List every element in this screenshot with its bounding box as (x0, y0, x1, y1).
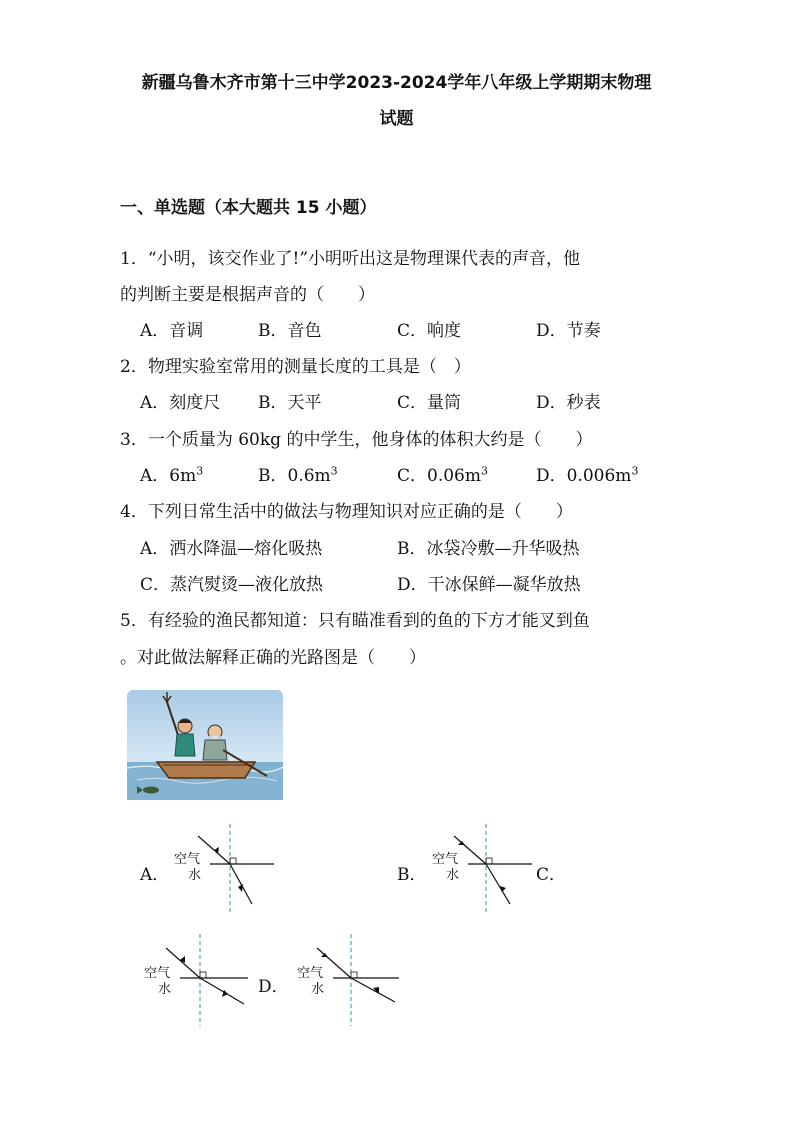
q2-stem: 2．物理实验室常用的测量长度的工具是（ ） (120, 357, 471, 377)
q3-option-d-value: 0.006m (566, 466, 632, 486)
q5-option-d-label: D． (258, 977, 289, 997)
q1-option-b: B．音色 (258, 321, 322, 341)
q5-option-c-label: C． (536, 865, 567, 885)
q5-stem-line1: 5．有经验的渔民都知道：只有瞄准看到的鱼的下方才能叉到鱼 (120, 611, 590, 631)
q3-option-b-sup: 3 (330, 464, 338, 478)
q3-option-a-value: 6m (169, 466, 197, 486)
diagram-a-air-label: 空气 (174, 852, 201, 867)
diagram-b-air-label: 空气 (432, 852, 459, 867)
q3-option-c (397, 461, 488, 486)
q4-option-c: C．蒸汽熨烫—液化放热 (140, 575, 324, 595)
q5-diagram-d (293, 932, 405, 1027)
diagram-c-rays (140, 932, 252, 1027)
doc-title-line1: 新疆乌鲁木齐市第十三中学2023-2024学年八年级上学期期末物理 (141, 73, 652, 93)
fisherman-boat-illustration (127, 690, 283, 800)
q3-option-b-value: 0.6m (287, 466, 331, 486)
diagram-d-air-label: 空气 (297, 966, 324, 981)
q2-option-c: C．量筒 (397, 393, 462, 413)
q5-option-a-label: A． (140, 865, 170, 885)
q4-option-b: B．冰袋冷敷—升华吸热 (397, 539, 580, 559)
q1-stem-line1: 1．“小明，该交作业了!”小明听出这是物理课代表的声音，他 (120, 249, 581, 269)
diagram-c-air-label: 空气 (144, 966, 171, 981)
q4-option-a: A．洒水降温—熔化吸热 (140, 539, 323, 559)
q2-option-b: B．天平 (258, 393, 322, 413)
q1-option-c: C．响度 (397, 321, 462, 341)
q3-option-a (140, 461, 203, 486)
q3-option-c-value: 0.06m (427, 466, 481, 486)
q3-option-d-sup: 3 (631, 464, 639, 478)
diagram-a-rays (170, 822, 280, 917)
q3-option-a-label: A． (140, 466, 170, 486)
diagram-a-water-label: 水 (188, 868, 202, 883)
q4-option-d: D．干冰保鲜—凝华放热 (397, 575, 581, 595)
q3-option-b-label: B． (258, 466, 288, 486)
q1-option-d: D．节奏 (536, 321, 601, 341)
q1-stem-line2: 的判断主要是根据声音的（ ） (120, 285, 375, 305)
q1-option-a: A．音调 (140, 321, 204, 341)
q3-stem: 3．一个质量为 60kg 的中学生，他身体的体积大约是（ ） (120, 430, 593, 450)
q3-option-c-sup: 3 (481, 464, 488, 478)
q2-option-d: D．秒表 (536, 393, 601, 413)
q3-option-c-label: C． (397, 466, 428, 486)
q5-diagram-b (428, 822, 538, 917)
doc-title-line2: 试题 (379, 109, 414, 129)
q3-option-a-sup: 3 (196, 464, 204, 478)
q5-diagram-c (140, 932, 252, 1027)
q2-option-a: A．刻度尺 (140, 393, 221, 413)
diagram-d-rays (293, 932, 405, 1027)
q3-option-b (258, 461, 338, 486)
diagram-d-water-label: 水 (311, 982, 325, 997)
q5-diagram-a (170, 822, 280, 917)
section-heading: 一、单选题（本大题共 15 小题） (120, 198, 377, 218)
diagram-b-water-label: 水 (446, 868, 460, 883)
q5-option-b-label: B． (397, 865, 427, 885)
q3-option-d (536, 461, 638, 486)
q3-option-d-label: D． (536, 466, 567, 486)
diagram-c-water-label: 水 (158, 982, 172, 997)
q5-stem-line2: 。对此做法解释正确的光路图是（ ） (120, 648, 426, 668)
q4-stem: 4．下列日常生活中的做法与物理知识对应正确的是（ ） (120, 502, 573, 522)
diagram-b-rays (428, 822, 538, 917)
